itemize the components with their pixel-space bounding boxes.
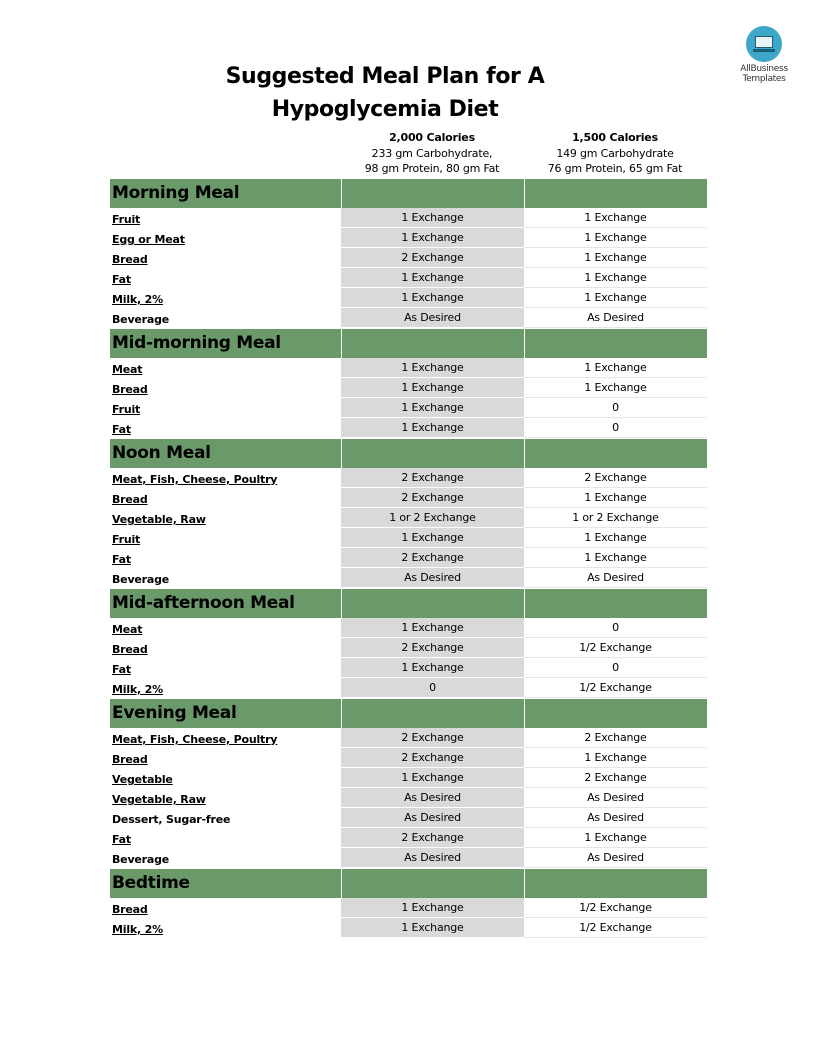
- table-row: [110, 848, 707, 868]
- food-item: Vegetable, Raw: [112, 513, 206, 526]
- value-2000-calories: 1 Exchange: [341, 208, 524, 228]
- laptop-icon: [746, 26, 782, 62]
- value-2000-calories: As Desired: [341, 308, 524, 328]
- value-1500-calories: 1 Exchange: [524, 378, 707, 398]
- food-item: Fat: [112, 273, 131, 286]
- table-row: [110, 468, 707, 488]
- section-header-cell: [341, 179, 524, 208]
- section-header-cell: [341, 869, 524, 898]
- column-header-1500: [524, 130, 706, 177]
- value-1500-calories: 1 Exchange: [524, 288, 707, 308]
- column-detail: 76 gm Protein, 65 gm Fat: [547, 162, 683, 175]
- table-row: [110, 678, 707, 698]
- value-2000-calories: As Desired: [341, 808, 524, 828]
- food-item: Fat: [112, 663, 131, 676]
- table-row: [110, 358, 707, 378]
- food-item: Bread: [112, 253, 148, 266]
- section-header-cell: [524, 589, 707, 618]
- value-1500-calories: 1 Exchange: [524, 528, 707, 548]
- table-row: [110, 548, 707, 568]
- value-2000-calories: 2 Exchange: [341, 468, 524, 488]
- table-row: [110, 898, 707, 918]
- food-item: Fruit: [112, 533, 141, 546]
- value-1500-calories: 1 Exchange: [524, 208, 707, 228]
- value-1500-calories: 1 Exchange: [524, 548, 707, 568]
- table-row: [110, 248, 707, 268]
- value-1500-calories: 1 or 2 Exchange: [524, 508, 707, 528]
- table-row: [110, 828, 707, 848]
- column-detail: 233 gm Carbohydrate,: [371, 146, 493, 160]
- food-item: Beverage: [112, 313, 170, 326]
- value-2000-calories: 1 or 2 Exchange: [341, 508, 524, 528]
- value-1500-calories: 2 Exchange: [524, 468, 707, 488]
- section-title: Bedtime: [112, 873, 190, 893]
- value-1500-calories: 1 Exchange: [524, 228, 707, 248]
- section-title: Mid-afternoon Meal: [112, 593, 295, 613]
- value-2000-calories: 2 Exchange: [341, 748, 524, 768]
- value-2000-calories: 1 Exchange: [341, 898, 524, 918]
- value-1500-calories: 1/2 Exchange: [524, 678, 707, 698]
- section-header-cell: [341, 589, 524, 618]
- value-2000-calories: 2 Exchange: [341, 728, 524, 748]
- value-2000-calories: 2 Exchange: [341, 488, 524, 508]
- value-1500-calories: 1 Exchange: [524, 248, 707, 268]
- page-title: [200, 60, 570, 126]
- section-header-cell: [524, 699, 707, 728]
- table-row: [110, 488, 707, 508]
- food-item: Meat: [112, 363, 143, 376]
- table-row: [110, 658, 707, 678]
- section-title: Evening Meal: [112, 703, 237, 723]
- value-2000-calories: As Desired: [341, 568, 524, 588]
- column-header-2000: [341, 130, 523, 177]
- food-item: Fat: [112, 423, 131, 436]
- food-item: Bread: [112, 383, 148, 396]
- section-header-cell: [341, 329, 524, 358]
- food-item: Fruit: [112, 213, 141, 226]
- value-1500-calories: 1 Exchange: [524, 828, 707, 848]
- food-item: Vegetable: [112, 773, 173, 786]
- meal-plan-table: [110, 178, 707, 938]
- food-item: Milk, 2%: [112, 293, 163, 306]
- column-calories: 2,000 Calories: [389, 131, 475, 144]
- value-2000-calories: 1 Exchange: [341, 528, 524, 548]
- section-header-cell: [524, 329, 707, 358]
- logo-line1: AllBusiness: [740, 64, 788, 74]
- table-row: [110, 528, 707, 548]
- table-row: [110, 728, 707, 748]
- column-detail: 149 gm Carbohydrate: [556, 146, 674, 160]
- section-header-cell: [524, 439, 707, 468]
- value-1500-calories: 1 Exchange: [524, 358, 707, 378]
- value-2000-calories: 1 Exchange: [341, 768, 524, 788]
- value-1500-calories: 1/2 Exchange: [524, 898, 707, 918]
- logo-text: [734, 64, 794, 84]
- table-row: [110, 378, 707, 398]
- value-2000-calories: 1 Exchange: [341, 378, 524, 398]
- table-row: [110, 768, 707, 788]
- section-header: [110, 328, 707, 358]
- food-item: Beverage: [112, 853, 170, 866]
- title-line2: Hypoglycemia Diet: [271, 97, 499, 122]
- value-1500-calories: As Desired: [524, 788, 707, 808]
- table-row: [110, 418, 707, 438]
- section-header-cell: [341, 699, 524, 728]
- table-row: [110, 508, 707, 528]
- value-2000-calories: 2 Exchange: [341, 548, 524, 568]
- table-row: [110, 228, 707, 248]
- value-1500-calories: 0: [524, 618, 707, 638]
- food-item: Meat: [112, 623, 143, 636]
- table-row: [110, 918, 707, 938]
- section-header-cell: [524, 179, 707, 208]
- section-header-cell: [524, 869, 707, 898]
- value-1500-calories: 1/2 Exchange: [524, 638, 707, 658]
- food-item: Bread: [112, 753, 148, 766]
- value-1500-calories: 0: [524, 398, 707, 418]
- value-2000-calories: As Desired: [341, 788, 524, 808]
- food-item: Fruit: [112, 403, 141, 416]
- value-2000-calories: 1 Exchange: [341, 658, 524, 678]
- value-1500-calories: 2 Exchange: [524, 768, 707, 788]
- table-row: [110, 268, 707, 288]
- food-item: Meat, Fish, Cheese, Poultry: [112, 733, 278, 746]
- value-2000-calories: 2 Exchange: [341, 248, 524, 268]
- title-line1: Suggested Meal Plan for A: [225, 64, 545, 89]
- value-2000-calories: 1 Exchange: [341, 288, 524, 308]
- table-row: [110, 748, 707, 768]
- value-2000-calories: 0: [341, 678, 524, 698]
- table-row: [110, 638, 707, 658]
- section-header: [110, 178, 707, 208]
- value-1500-calories: 1/2 Exchange: [524, 918, 707, 938]
- section-header-cell: [341, 439, 524, 468]
- value-1500-calories: 2 Exchange: [524, 728, 707, 748]
- section-header: [110, 588, 707, 618]
- section-title: Morning Meal: [112, 183, 240, 203]
- section-header: [110, 438, 707, 468]
- value-1500-calories: As Desired: [524, 848, 707, 868]
- section-header: [110, 698, 707, 728]
- logo-line2: Templates: [742, 74, 786, 84]
- value-1500-calories: 0: [524, 658, 707, 678]
- table-row: [110, 618, 707, 638]
- food-item: Fat: [112, 553, 131, 566]
- table-row: [110, 788, 707, 808]
- value-1500-calories: As Desired: [524, 308, 707, 328]
- allbusiness-logo: [734, 26, 794, 84]
- value-2000-calories: 1 Exchange: [341, 268, 524, 288]
- table-row: [110, 808, 707, 828]
- table-row: [110, 568, 707, 588]
- section-title: Mid-morning Meal: [112, 333, 281, 353]
- value-2000-calories: 2 Exchange: [341, 638, 524, 658]
- column-detail: 98 gm Protein, 80 gm Fat: [364, 162, 500, 175]
- food-item: Vegetable, Raw: [112, 793, 206, 806]
- food-item: Milk, 2%: [112, 683, 163, 696]
- food-item: Dessert, Sugar-free: [112, 813, 231, 826]
- food-item: Bread: [112, 643, 148, 656]
- value-1500-calories: 1 Exchange: [524, 268, 707, 288]
- value-1500-calories: As Desired: [524, 808, 707, 828]
- table-row: [110, 398, 707, 418]
- food-item: Bread: [112, 493, 148, 506]
- value-2000-calories: As Desired: [341, 848, 524, 868]
- food-item: Beverage: [112, 573, 170, 586]
- value-1500-calories: 1 Exchange: [524, 748, 707, 768]
- food-item: Bread: [112, 903, 148, 916]
- value-2000-calories: 1 Exchange: [341, 358, 524, 378]
- food-item: Meat, Fish, Cheese, Poultry: [112, 473, 278, 486]
- value-2000-calories: 2 Exchange: [341, 828, 524, 848]
- value-2000-calories: 1 Exchange: [341, 418, 524, 438]
- value-2000-calories: 1 Exchange: [341, 398, 524, 418]
- table-row: [110, 208, 707, 228]
- food-item: Milk, 2%: [112, 923, 163, 936]
- column-calories: 1,500 Calories: [572, 131, 658, 144]
- food-item: Egg or Meat: [112, 233, 185, 246]
- value-2000-calories: 1 Exchange: [341, 618, 524, 638]
- value-1500-calories: 1 Exchange: [524, 488, 707, 508]
- section-header: [110, 868, 707, 898]
- value-2000-calories: 1 Exchange: [341, 228, 524, 248]
- value-2000-calories: 1 Exchange: [341, 918, 524, 938]
- table-row: [110, 308, 707, 328]
- section-title: Noon Meal: [112, 443, 211, 463]
- value-1500-calories: As Desired: [524, 568, 707, 588]
- value-1500-calories: 0: [524, 418, 707, 438]
- food-item: Fat: [112, 833, 131, 846]
- table-row: [110, 288, 707, 308]
